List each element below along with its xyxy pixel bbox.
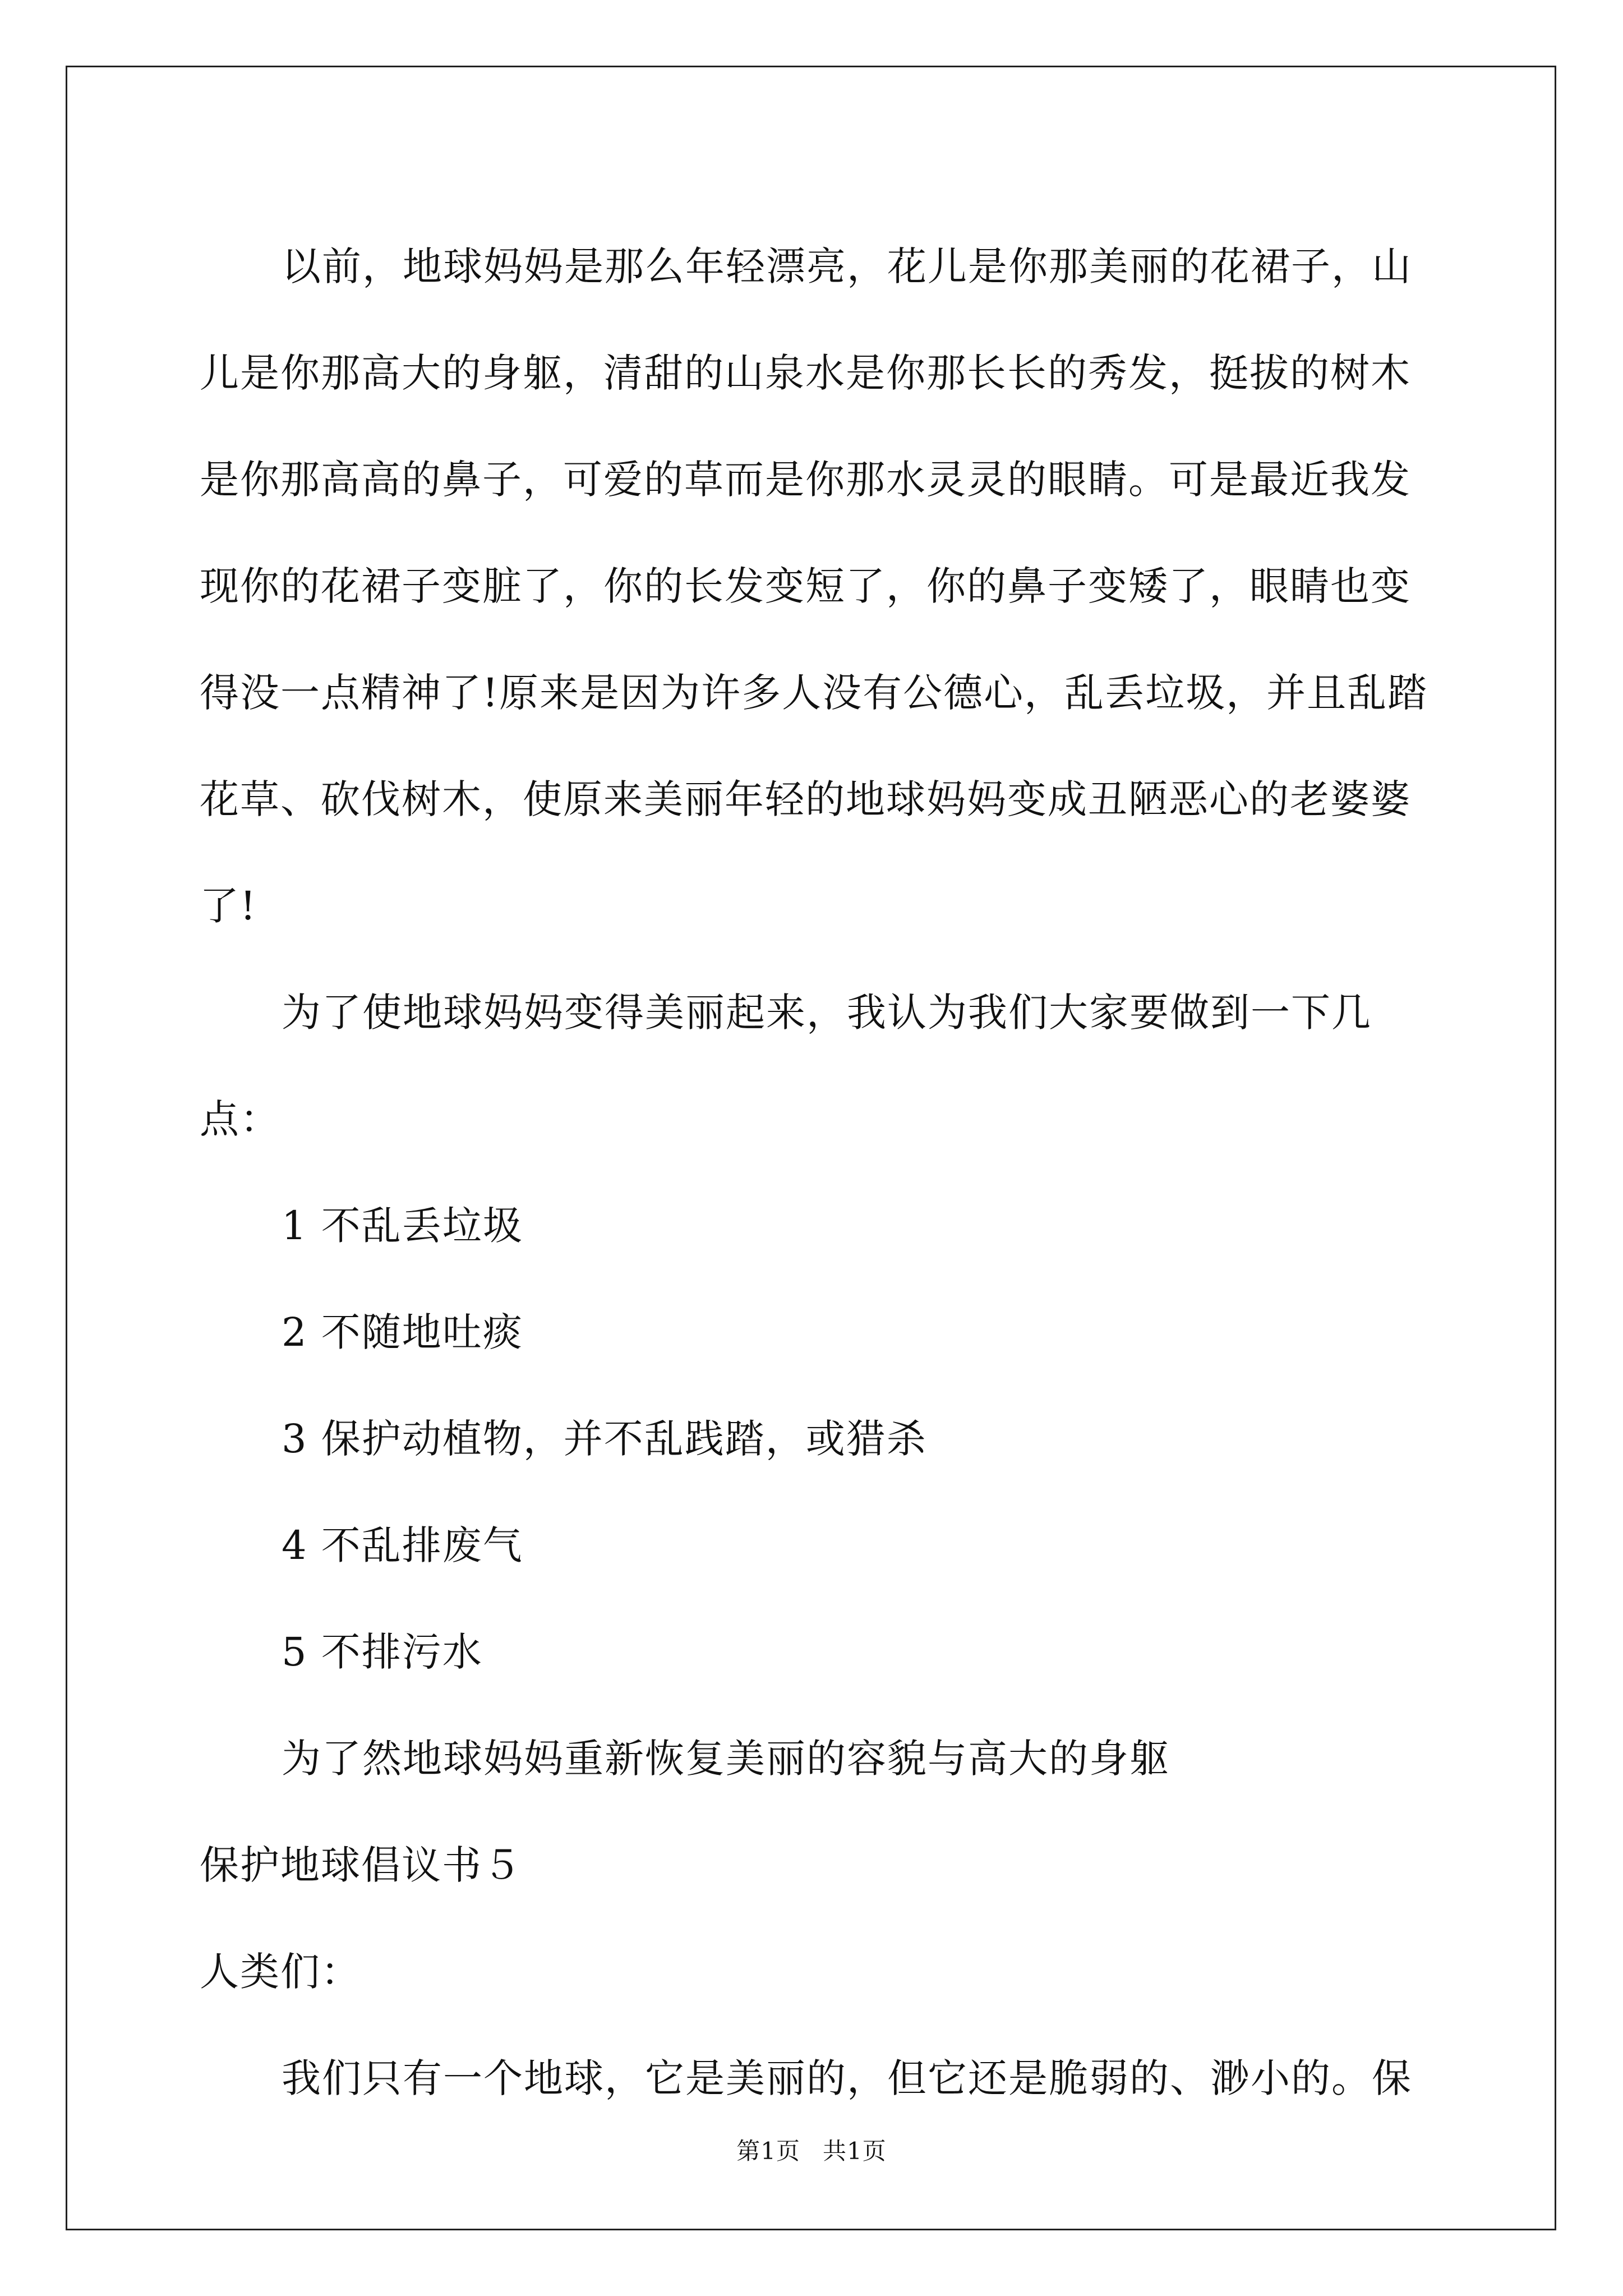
page-footer	[0, 2133, 1623, 2166]
list-item-1: 1 不乱丢垃圾	[282, 1203, 523, 1249]
paragraph-2: 为了使地球妈妈变得美丽起来，我认为我们大家要做到一下几点：	[200, 990, 1372, 1142]
list-item-4: 4 不乱排废气	[282, 1522, 523, 1568]
list-item-3: 3 保护动植物，并不乱践踏，或猎杀	[282, 1416, 927, 1462]
list-item-5: 5 不排污水	[282, 1629, 483, 1675]
paragraph-3: 为了然地球妈妈重新恢复美丽的容貌与高大的身躯	[282, 1736, 1170, 1782]
page-total: 共1页	[823, 2137, 887, 2165]
section-title: 保护地球倡议书５	[200, 1842, 523, 1888]
salutation: 人类们：	[200, 1949, 361, 1995]
document-body	[200, 213, 1433, 2132]
page-number: 第1页	[736, 2137, 800, 2165]
paragraph-4: 我们只有一个地球，它是美丽的，但它还是脆弱的、渺小的。保	[282, 2055, 1412, 2101]
paragraph-1: 以前，地球妈妈是那么年轻漂亮，花儿是你那美丽的花裙子，山儿是你那高大的身躯，清甜的山泉水是你那长长的秀发，挺拔的树木是你那高高的鼻子，可爱的草而是你那水灵灵的眼睛。可是最近我发现你的花裙子变脏了，你的长发变短了，你的鼻子变矮了，眼睛也变得没一点精神了!原来是因为许多人没有公德心，乱丢垃圾，并且乱踏花草、砍伐树木，使原来美丽年轻的地球妈妈变成丑陋恶心的老婆婆了!	[200, 243, 1428, 929]
list-item-2: 2 不随地吐痰	[282, 1309, 523, 1355]
